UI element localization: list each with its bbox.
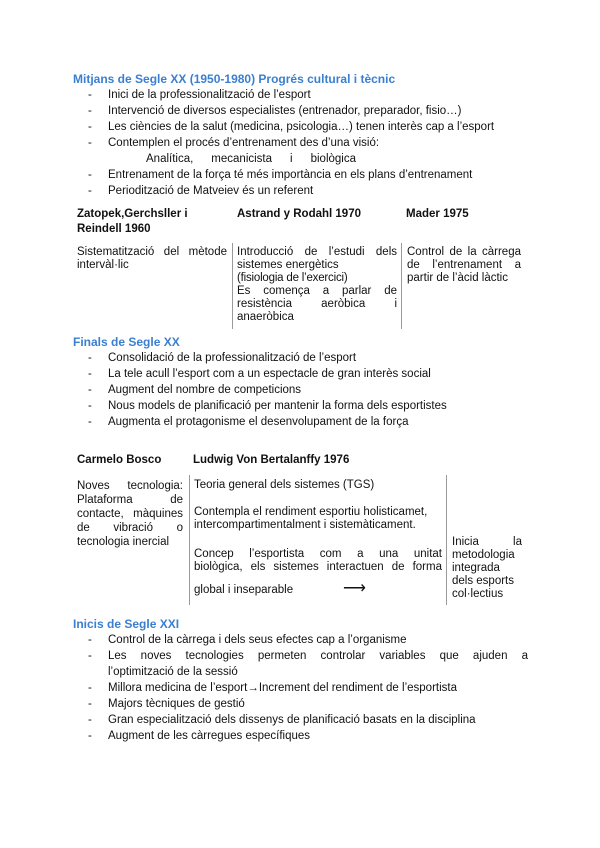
table2-col3-line2: metodologia xyxy=(452,549,515,561)
table1-col2-line1: Introducció de l’estudi dels xyxy=(237,246,397,258)
list-item: - Nous models de planificació per mantenir la forma dels esportistes xyxy=(88,398,528,414)
table1-col3-line1: Control de la càrrega xyxy=(407,246,521,258)
list-item: - Inici de la professionalització de l’esport xyxy=(88,87,528,103)
table2-col1-text xyxy=(77,479,183,549)
table1-col2-line2: sistemes energètics xyxy=(237,259,339,271)
table1-col3-line2: de l’entrenament a xyxy=(407,259,521,271)
table2-col1-line1: Noves tecnologia: xyxy=(77,480,183,492)
list-item: - Control de la càrrega i dels seus efectes cap a l’organisme xyxy=(88,632,528,648)
table2-col2-line2a: Contempla el rendiment esportiu holisticamet, xyxy=(194,506,428,518)
table1-divider-1 xyxy=(232,243,233,329)
table2-col2-line2b: intercompartimentalment i sistemàticament. xyxy=(194,519,416,531)
bullet-list-end-20th xyxy=(88,350,528,430)
table1-col3-text xyxy=(407,246,521,285)
table1-col1-header-line1: Zatopek,Gerchsller i xyxy=(77,208,188,220)
table2-col3-text xyxy=(452,536,522,601)
table1-col1-line1: Sistematització del mètode xyxy=(77,246,227,258)
table2-col1-line3: contacte, màquines xyxy=(77,508,183,520)
section-heading-21st: Inicis de Segle XXI xyxy=(73,617,180,631)
table1-col2-line4: Es comença a parlar de xyxy=(237,285,397,297)
list-item: - Intervenció de diversos especialistes (entrenador, preparador, fisio…) xyxy=(88,103,528,119)
bullet-list-mid-20th xyxy=(88,87,528,151)
table1-col3-header: Mader 1975 xyxy=(406,208,469,220)
table1-col2-line6: anaeròbica xyxy=(237,311,294,323)
table1-col1-text xyxy=(77,246,227,272)
table2-col2-text-1: Teoria general dels sistemes (TGS) xyxy=(194,479,375,491)
table1-col1-header-line2: Reindell 1960 xyxy=(77,223,151,235)
list-item: - Les ciències de la salut (medicina, psicologia…) tenen interès cap a l’esport xyxy=(88,119,528,135)
table2-col2-header: Ludwig Von Bertalanffy 1976 xyxy=(193,454,350,466)
table1-col1-line2: intervàl·lic xyxy=(77,259,129,271)
table2-col2-text-3 xyxy=(194,548,442,574)
table2-col3-line5: col·lectius xyxy=(452,588,504,600)
table2-col3-line3: integrada xyxy=(452,562,500,574)
table2-col3-line4: dels esports xyxy=(452,575,515,587)
table2-col2-text-2 xyxy=(194,506,454,532)
table1-col2-text xyxy=(237,246,397,324)
continuation-text: l’optimització de la sessió xyxy=(108,666,238,678)
table1-divider-2 xyxy=(401,243,402,329)
table1-col2-line3: (fisiologia de l’exercici) xyxy=(237,272,348,284)
table2-divider-1 xyxy=(189,475,190,605)
visio-subline: Analítica, mecanicista i biològica xyxy=(146,153,356,165)
table2-col3-line1: Inicia la xyxy=(452,536,522,548)
table2-col1-line5: tecnologia inercial xyxy=(77,536,170,548)
section-heading-mid-20th: Mitjans de Segle XX (1950-1980) Progrés cultural i tècnic xyxy=(73,72,396,86)
table1-col3-line3: partir de l’àcid làctic xyxy=(407,272,508,284)
table2-col1-line4: de vibració o xyxy=(77,522,183,534)
arrow-right-icon: ⟶ xyxy=(343,580,366,597)
table1-col2-header: Astrand y Rodahl 1970 xyxy=(237,208,361,220)
table2-col2-line3c: global i inseparable xyxy=(194,584,294,596)
list-item: - Augment de les càrregues específiques xyxy=(88,728,528,744)
bullet-list-21st xyxy=(88,632,528,744)
table2-col2-line3a: Concep l’esportista com a una unitat xyxy=(194,548,442,560)
section-heading-end-20th: Finals de Segle XX xyxy=(73,335,180,349)
list-item: - Augment del nombre de competicions xyxy=(88,382,528,398)
list-item: - Periodització de Matveiev és un referent xyxy=(88,183,528,199)
table2-col1-header: Carmelo Bosco xyxy=(77,454,162,466)
list-item: - Contemplen el procés d’entrenament des d’una visió: xyxy=(88,135,528,151)
list-item: - Augmenta el protagonisme el desenvolupament de la força xyxy=(88,414,528,430)
list-item-continuation xyxy=(88,664,528,680)
list-item: - Les noves tecnologies permeten controlar variables que ajuden a xyxy=(88,648,528,664)
list-item: - Gran especialització dels dissenys de planificació basats en la disciplina xyxy=(88,712,528,728)
bullet-list-mid-20th-2 xyxy=(88,167,528,199)
list-item: - Entrenament de la força té més importància en els plans d’entrenament xyxy=(88,167,528,183)
table2-col1-line2: Plataforma de xyxy=(77,494,183,506)
list-item: - Millora medicina de l’esport→Increment del rendiment de l’esportista xyxy=(88,680,528,696)
list-item: - Majors tècniques de gestió xyxy=(88,696,528,712)
table1-col1-header xyxy=(77,207,227,237)
table1-col2-line5: resistència aeròbica i xyxy=(237,298,397,310)
table2-col2-line3b: biològica, els sistemes interactuen de forma xyxy=(194,561,442,573)
list-item: - Consolidació de la professionalització de l’esport xyxy=(88,350,528,366)
list-item: - La tele acull l’esport com a un espectacle de gran interès social xyxy=(88,366,528,382)
table2-divider-2 xyxy=(446,475,447,605)
